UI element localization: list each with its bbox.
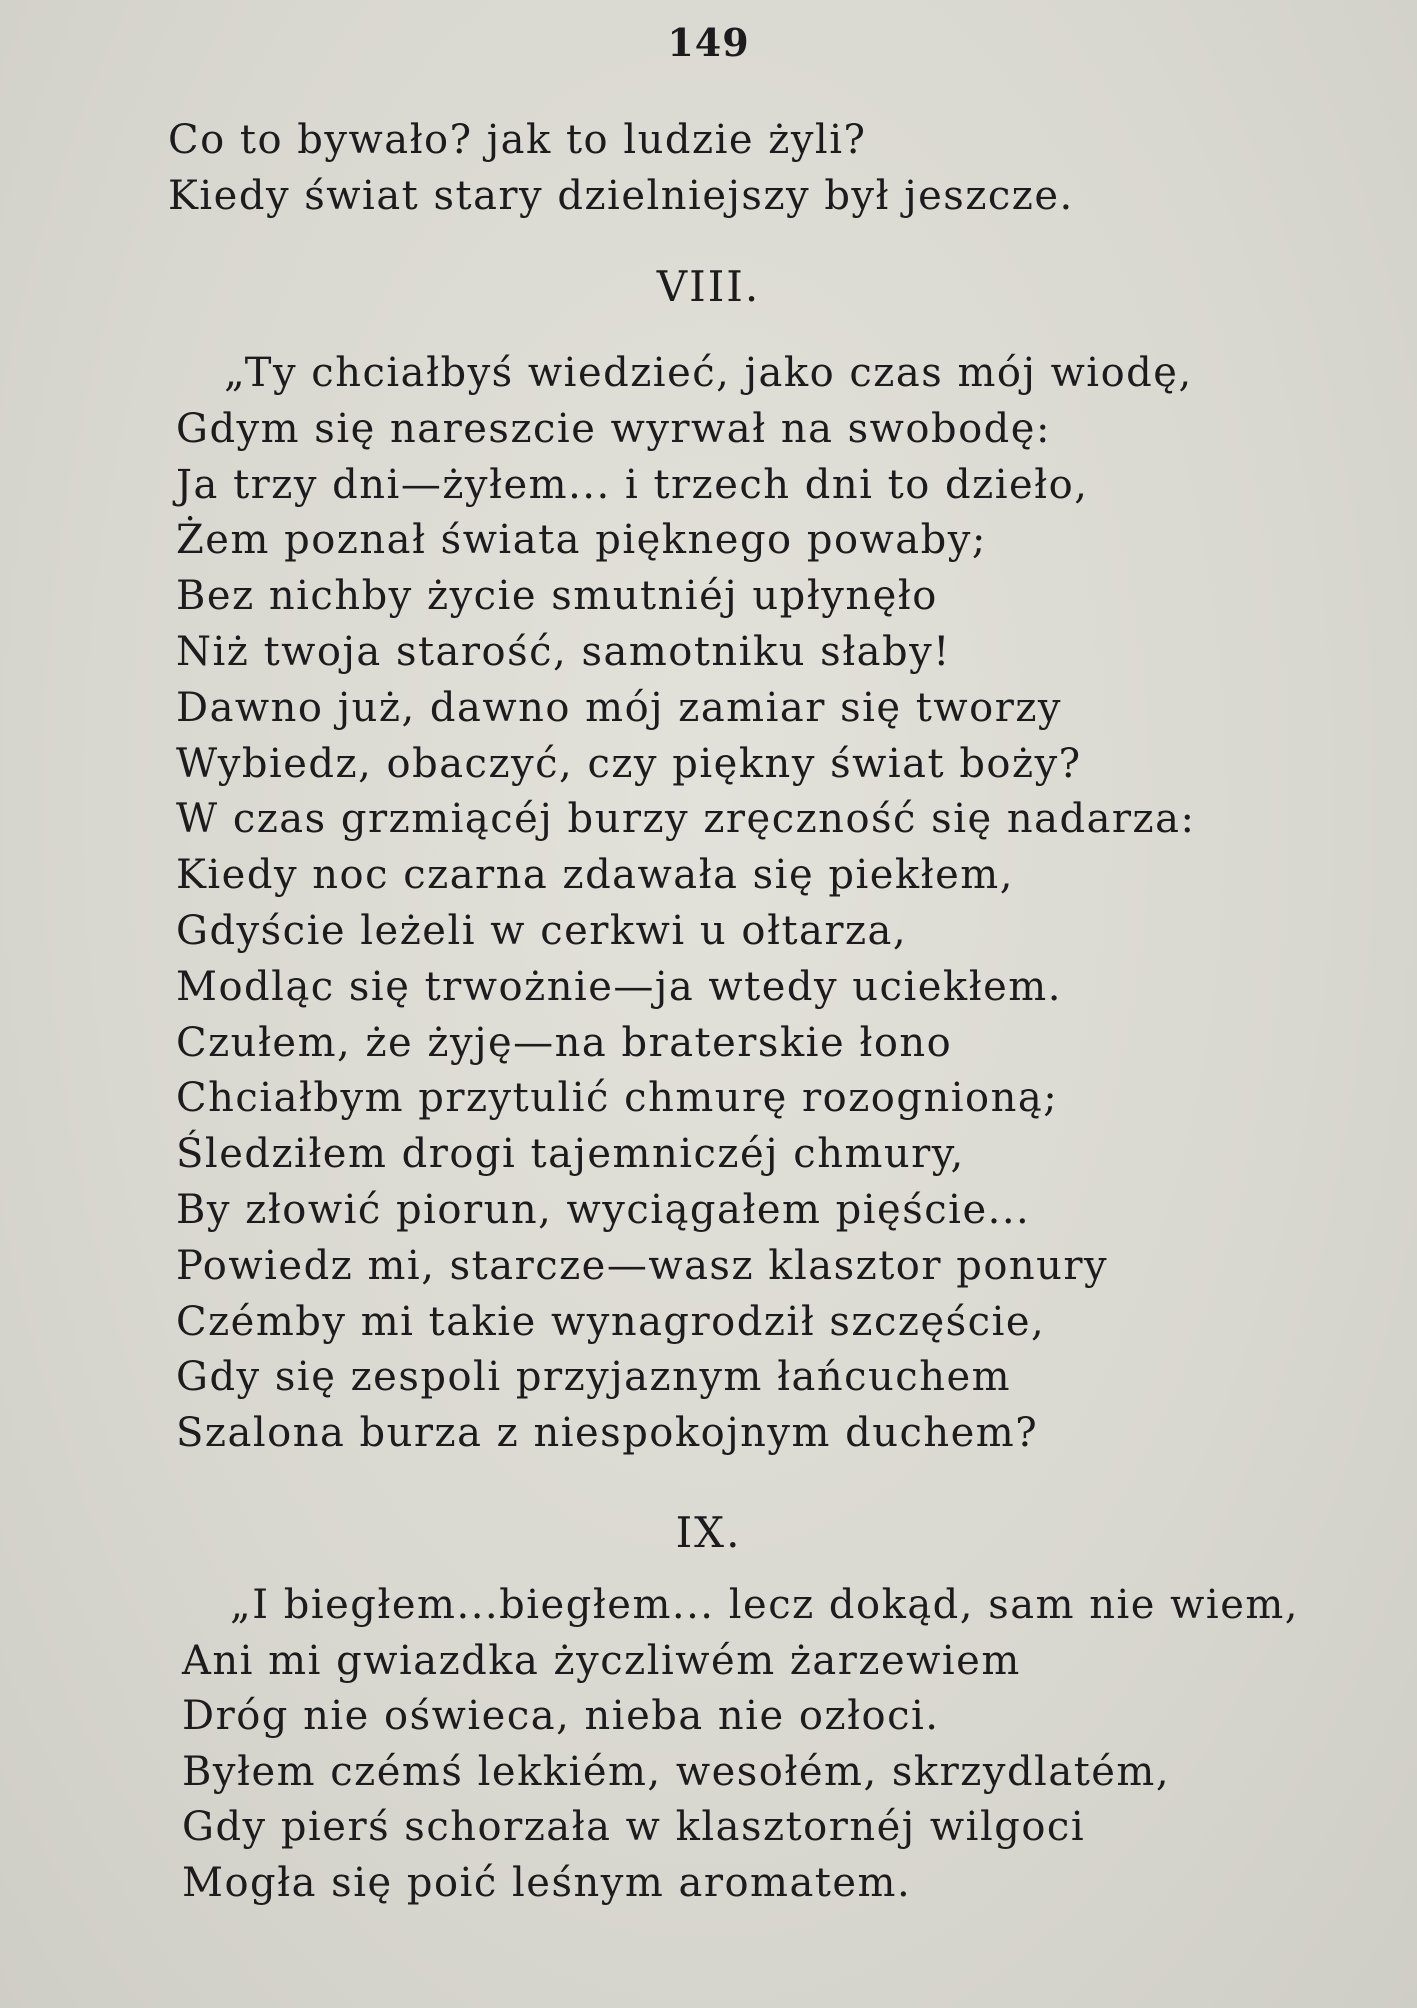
poem-line: Co to bywało? jak to ludzie żyli? — [168, 117, 867, 163]
poem-line: Dawno już, dawno mój zamiar się tworzy — [176, 684, 1062, 731]
poem-line: „I biegłem...biegłem... lecz dokąd, sam nie wiem, — [230, 1582, 1300, 1628]
section-viii-stanza — [176, 346, 1195, 1462]
poem-line: Żem poznał świata pięknego powaby; — [176, 517, 987, 564]
poem-line: Gdy się zespoli przyjaznym łańcuchem — [176, 1354, 1012, 1401]
poem-line: Śledziłem drogi tajemniczéj chmury, — [176, 1131, 965, 1178]
poem-line: Ja trzy dni—żyłem... i trzech dni to dzieło, — [176, 461, 1089, 508]
poem-line: Gdyście leżeli w cerkwi u ołtarza, — [176, 907, 908, 954]
poem-line: Kiedy noc czarna zdawała się piekłem, — [176, 852, 1014, 899]
poem-line: Wybiedz, obaczyć, czy piękny świat boży? — [176, 740, 1082, 787]
poem-line: Gdy pierś schorzała w klasztornéj wilgoci — [182, 1804, 1086, 1850]
section-ix-stanza — [182, 1578, 1299, 1911]
intro-stanza — [168, 112, 1074, 224]
poem-line: Powiedz mi, starcze—wasz klasztor ponury — [176, 1242, 1109, 1289]
poem-line: Byłem czémś lekkiém, wesołém, skrzydlatém, — [182, 1748, 1171, 1795]
poem-line: Kiedy świat stary dzielniejszy był jeszcze. — [168, 173, 1074, 219]
page-number: 149 — [667, 20, 750, 65]
poem-line: Ani mi gwiazdka życzliwém żarzewiem — [182, 1637, 1021, 1684]
poem-line: Czułem, że żyję—na braterskie łono — [176, 1019, 953, 1066]
poem-line: Modląc się trwożnie—ja wtedy uciekłem. — [176, 963, 1062, 1010]
poem-line: Czémby mi takie wynagrodził szczęście, — [176, 1298, 1046, 1345]
poem-line: Gdym się nareszcie wyrwał na swobodę: — [176, 405, 1051, 452]
poem-line: Chciałbym przytulić chmurę rozognioną; — [176, 1075, 1059, 1122]
poem-line: Dróg nie oświeca, nieba nie ozłoci. — [182, 1693, 940, 1739]
section-heading-viii: VIII. — [656, 262, 761, 311]
poem-line: W czas grzmiącéj burzy zręczność się nadarza: — [176, 796, 1196, 843]
poem-line: Mogła się poić leśnym aromatem. — [182, 1859, 912, 1906]
poem-line: Szalona burza z niespokojnym duchem? — [176, 1410, 1039, 1457]
poem-line: „Ty chciałbyś wiedzieć, jako czas mój wiodę, — [224, 350, 1193, 396]
poem-line: Bez nichby życie smutniéj upłynęło — [176, 573, 938, 620]
poem-line: By złowić piorun, wyciągałem pięście... — [176, 1186, 1031, 1233]
poem-line: Niż twoja starość, samotniku słaby! — [176, 628, 951, 675]
section-heading-ix: IX. — [675, 1508, 742, 1557]
